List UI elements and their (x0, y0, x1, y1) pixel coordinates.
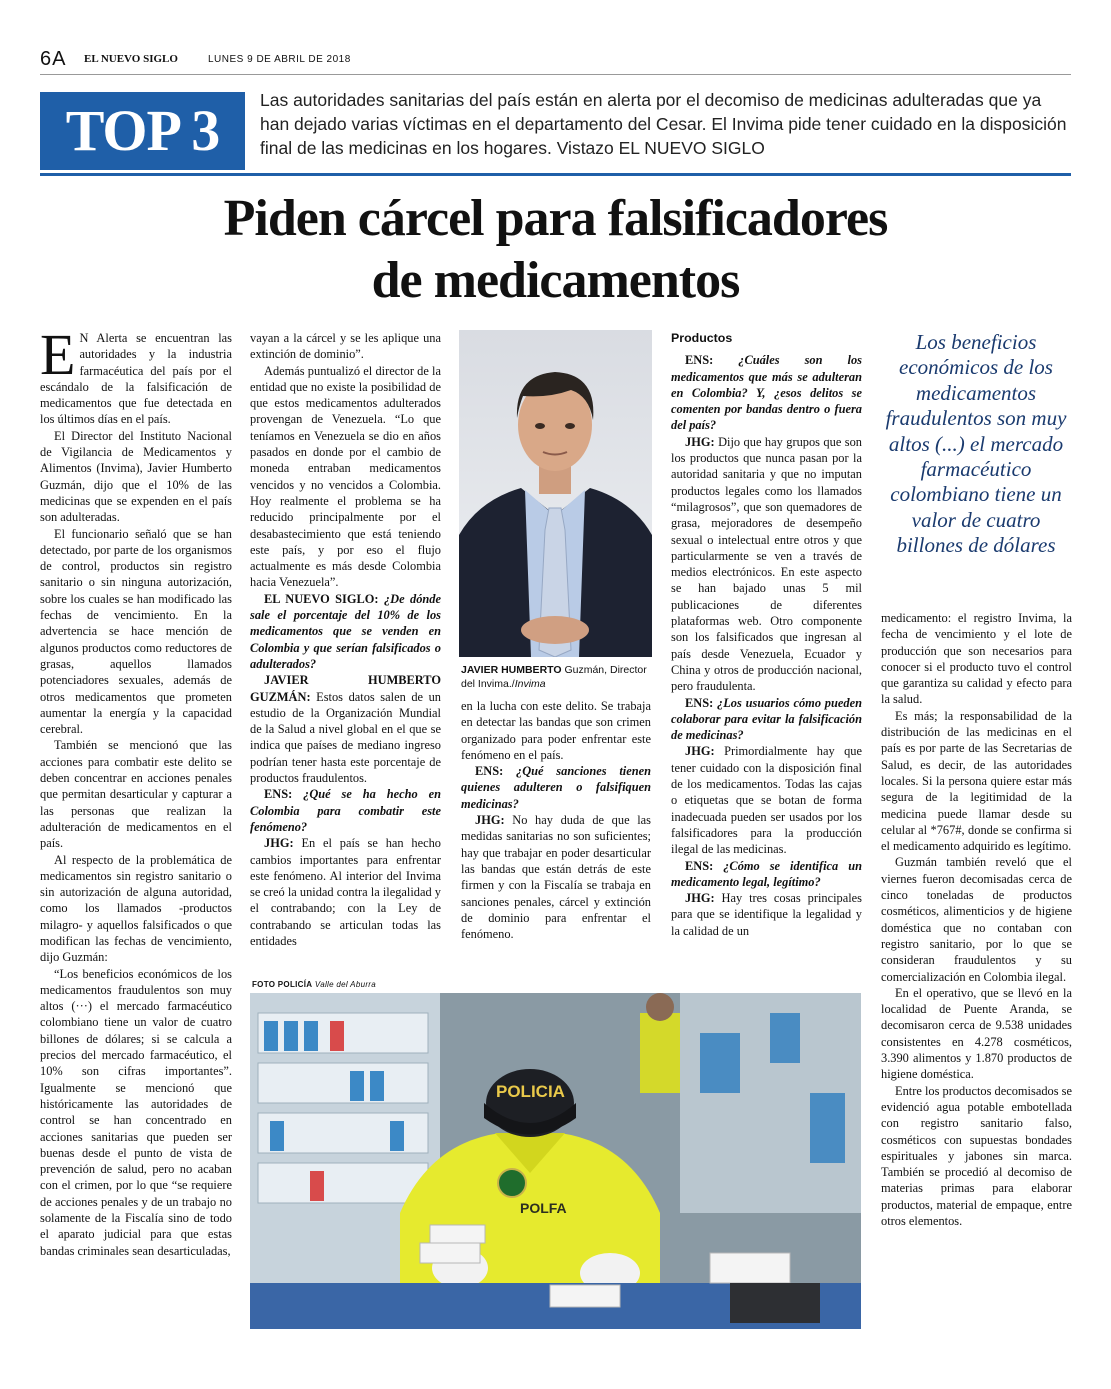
portrait-illustration (459, 330, 652, 657)
paragraph: Es más; la responsabilidad de la distribución de las medicinas en el país es por parte de las Secretarias de Salud, es decir, de las autoridades locales. Si la persona quiere estar más segura de la legitimidad de la medicina puede llamar desde su celular al *767#, donde se confirma si el medicamento adquirido es legítimo. (881, 708, 1072, 854)
interview-answer: JHG: Primordialmente hay que tener cuidado con la disposición final de los medicamentos. Todas las cajas o etiquetas que se botan de forma inadecuada pueden ser usados por los falsificadores para la producción ilegal de las medicinas. (671, 744, 862, 857)
cap-label: POLICIA (496, 1082, 565, 1101)
interview-answer: JHG: No hay duda de que las medidas sanitarias no son suficientes; hay que trabajar en poder desarticular las bandas que están detrás de este firmen y con la Fiscalía se trabaja en sanciones penales, cárcel y extinción de dominio para enfrentar el fenómeno. (461, 813, 651, 942)
paragraph: El Director del Instituto Nacional de Vigilancia de Medicamentos y Alimentos (Invima), Javier Humberto Guzmán, dijo que el 10% de las medicinas que se expenden en el país son adulteradas. (40, 428, 232, 525)
portrait-caption: JAVIER HUMBERTO Guzmán, Director del Invima./Invima (461, 664, 647, 690)
portrait-photo (459, 330, 652, 657)
article-column-3 (461, 698, 651, 942)
newspaper-name: EL NUEVO SIGLO (84, 53, 178, 65)
interview-question: ENS: ¿Qué sanciones tienen quienes adulteren o falsifiquen medicinas? (461, 764, 651, 811)
header-rule (40, 74, 1071, 75)
headline (40, 188, 1071, 312)
interview-question: ENS: ¿Cuáles son los medicamentos que más se adulteran en Colombia? Y, ¿esos delitos se comenten por bandas dentro o fuera del país? (671, 353, 862, 433)
police-photo (250, 993, 861, 1329)
paragraph: Entre los productos decomisados se evidenció agua potable embotellada con registro sanitario falso, cosméticos con supuestas bondades espirituales y jabones sin marca. También se procedió al decomiso de materias primas para elaborar productos, material de empaque, entre otros elementos. (881, 1083, 1072, 1228)
paragraph: Al respecto de la problemática de medicamentos sin registro sanitario o sin autorización de alguna autoridad, como los llamados -productos milagro- y aquellos falsificados o que modifican las fechas de vencimiento, dijo Guzmán: (40, 852, 232, 965)
paragraph: en la lucha con este delito. Se trabaja en detectar las bandas que son crimen organizado para poder enfrentar este fenómeno en el país. (461, 699, 651, 762)
intro-summary: Las autoridades sanitarias del país están en alerta por el decomiso de medicinas adulteradas que ya han dejado varias víctimas en el departamento del Cesar. El Invima pide tener cuidado en la disposición final de las medicinas en los hogares. Vistazo EL NUEVO SIGLO (260, 90, 1067, 158)
interview-answer: JHG: Hay tres cosas principales para que se identifique la legalidad y la calidad de un (671, 891, 862, 938)
headline-line-2: de medicamentos (371, 252, 740, 309)
page-number: 6A (40, 48, 67, 70)
paragraph: E N Alerta se encuentran las autoridades y la industria farmacéutica del país por el escándalo de la falsificación de medicamentos que fue detectada en los últimos días en el país. (40, 322, 232, 427)
drop-cap: E (40, 322, 76, 387)
paragraph: El funcionario señaló que se han detectado, por parte de los organismos de control, productos sin registro sanitario o sin ninguna autorización, sobre los cuales se han modificado las fechas de vencimiento. En la advertencia se hace mención de algunos productos como reductores de grasas, aquellos llamados potenciadores sexuales, además de otros medicamentos que prometen aumentar la energía y la capacidad cerebral. (40, 526, 232, 737)
top3-badge: TOP 3 (40, 92, 245, 170)
interview-question: ENS: ¿Los usuarios cómo pueden colaborar para evitar la falsificación de medicinas? (671, 695, 862, 743)
paragraph: Además puntualizó el director de la entidad que no existe la posibilidad de que estos medicamentos adulterados provengan de Venezuela. “Lo que teníamos en Venezuela se dio en años pasados en donde por el cambio de moneda entraban medicamentos vencidos y no vencidos a Colombia. Hoy realmente el problema se ha reducido principalmente por el desabastecimiento que está teniendo este país, y por eso el flujo actualmente es más desde Colombia hacia Venezuela”. (250, 363, 441, 590)
article-column-5 (881, 610, 1072, 1229)
subheading: Productos (671, 331, 733, 345)
paragraph: También se mencionó que las acciones para combatir este delito se deben concentrar en acciones penales que permitan desarticular y capturar a las personas que realizan la adulteración de medicamentos en el país. (40, 738, 232, 851)
paragraph: vayan a la cárcel y se les aplique una extinción de dominio”. (250, 331, 441, 362)
paragraph: medicamento: el registro Invima, la fecha de vencimiento y el lote de producción que son necesarios para conocer si el producto tuvo el control que garantiza su calidad y efecto para la salud. (881, 611, 1072, 707)
article-column-4 (671, 330, 862, 939)
article-column-1 (40, 322, 232, 1259)
interview-question: ENS: ¿Qué se ha hecho en Colombia para combatir este fenómeno? (250, 787, 441, 834)
paragraph: “Los beneficios económicos de los medicamentos fraudulentos son muy altos (···) el mercado farmacéutico colombiano tiene un valor de cuatro billones de dólares; si se calcula a precios del mercado farmacéutico, el 10% son cifras importantes”. Igualmente se mencionó que históricamente las autoridades de control se han concentrado en acciones sanitarias que pueden ser buenas desde el punto de vista de prevención de salud, pero no acaban con el crimen, por lo que “se requiere de acciones penales y de un trabajo no solamente de la Fiscalía sino de todo el aparato judicial para que estas bandas criminales sean desarticuladas, (40, 966, 232, 1258)
interview-answer: JHG: En el país se han hecho cambios importantes para enfrentar este fenómeno. Al interior del Invima se creó la unidad contra la ilegalidad y el contrabando; con la Ley de contrabando se articulan todas las entidades (250, 836, 441, 948)
pull-quote: Los beneficios económicos de los medicamentos fraudulentos son muy altos (...) el mercado farmacéutico colombiano tiene un valor de cuatro billones de dólares (885, 330, 1067, 558)
section-rule (40, 173, 1071, 176)
paragraph: Guzmán también reveló que el viernes fueron decomisadas cerca de cinco toneladas de productos cosméticos, alimenticios y de higiene doméstica que no contaban con registro sanitario, por lo que se consideran fraudulentos y su comercialización en Colombia ilegal. (881, 855, 1072, 984)
police-photo-caption: FOTO POLICÍA Valle del Aburra (252, 980, 376, 989)
police-raid-illustration (250, 993, 861, 1329)
interview-answer: JAVIER HUMBERTO GUZMÁN: Estos datos salen de un estudio de la Organización Mundial de la Salud a nivel global en el que se indica que países de mediano ingreso podrían tener hasta este porcentaje de productos fraudulentos. (250, 673, 441, 786)
page-header (40, 48, 1071, 74)
article-column-2 (250, 330, 441, 949)
issue-date: LUNES 9 DE ABRIL DE 2018 (208, 54, 351, 65)
interview-answer: JHG: Dijo que hay grupos que son los productos que nunca pasan por la autoridad sanitaria y que no imputan productos legales como los llamados “milagrosos”, que son quemadores de grasa, mejoradores de desempeño sexual o intelectual entre otros y que particularmente se ven a través de medios electrónicos. En este aspecto se han bajado unas 5 mil publicaciones de diferentes plataformas web. Otro componente son los falsificados que ingresan al país desde Venezuela, Ecuador y China y otros de producción nacional, pero fraudulenta. (671, 434, 862, 694)
headline-line-1: Piden cárcel para falsificadores (223, 190, 888, 247)
interview-question: EL NUEVO SIGLO: ¿De dónde sale el porcentaje del 10% de los medicamentos que se venden en Colombia y que serían falsificados o adulterados? (250, 591, 441, 671)
paragraph: En el operativo, que se llevó en la localidad de Puente Aranda, se decomisaron cerca de 9.538 unidades consistentes en 4.278 cosméticos, 3.390 alimentos y 1.870 productos de higiene doméstica. (881, 985, 1072, 1082)
jacket-label: POLFA (520, 1200, 567, 1216)
interview-question: ENS: ¿Cómo se identifica un medicamento legal, legítimo? (671, 858, 862, 889)
